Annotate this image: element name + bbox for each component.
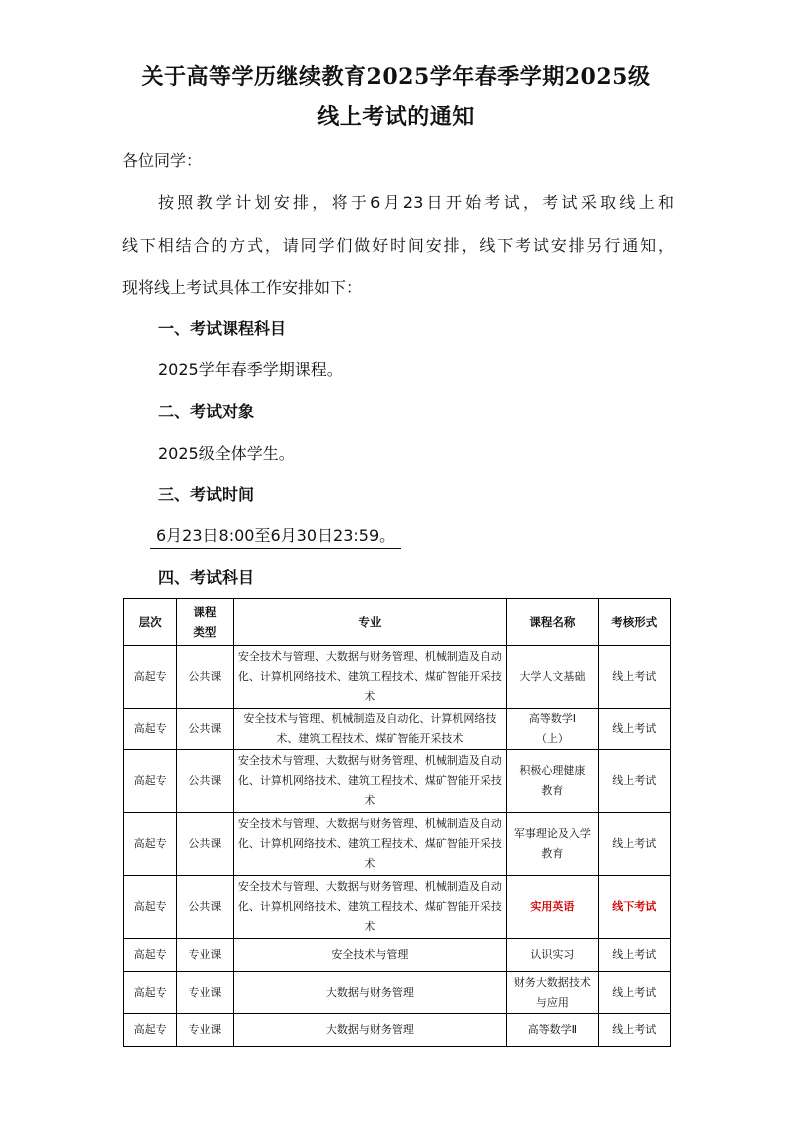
- cell-exam-form: 线上考试: [598, 1014, 670, 1047]
- cell-level: 高起专: [124, 939, 177, 972]
- table-row: [124, 646, 671, 709]
- section-heading-time: 三、考试时间: [158, 485, 255, 504]
- header-level: 层次: [124, 599, 177, 646]
- cell-major: 安全技术与管理、大数据与财务管理、机械制造及自动化、计算机网络技术、建筑工程技术、煤矿智能开采技术: [233, 750, 507, 813]
- cell-exam-form: 线上考试: [598, 646, 670, 709]
- section-content-subjects: 2025学年春季学期课程。: [158, 360, 343, 379]
- cell-exam-form: 线上考试: [598, 750, 670, 813]
- table-row: [124, 972, 671, 1014]
- cell-course-type: 专业课: [177, 1014, 233, 1047]
- table-row: [124, 709, 671, 750]
- cell-exam-form: 线上考试: [598, 813, 670, 876]
- header-exam-form: 考核形式: [598, 599, 670, 646]
- intro-line-2: 线下相结合的方式，请同学们做好时间安排，线下考试安排另行通知，: [122, 236, 674, 255]
- cell-level: 高起专: [124, 750, 177, 813]
- notice-title-line1: 关于高等学历继续教育2025学年春季学期2025级: [141, 64, 651, 90]
- cell-major: 安全技术与管理、大数据与财务管理、机械制造及自动化、计算机网络技术、建筑工程技术、煤矿智能开采技术: [233, 813, 507, 876]
- cell-level: 高起专: [124, 876, 177, 939]
- cell-level: 高起专: [124, 972, 177, 1014]
- cell-level: 高起专: [124, 646, 177, 709]
- cell-major: 安全技术与管理、大数据与财务管理、机械制造及自动化、计算机网络技术、建筑工程技术、煤矿智能开采技术: [233, 876, 507, 939]
- header-course-type: 课程类型: [177, 599, 233, 646]
- cell-course-type: 专业课: [177, 939, 233, 972]
- cell-course-name: 认识实习: [507, 939, 599, 972]
- cell-level: 高起专: [124, 1014, 177, 1047]
- cell-course-type: 专业课: [177, 972, 233, 1014]
- cell-course-type: 公共课: [177, 813, 233, 876]
- cell-exam-form: 线上考试: [598, 972, 670, 1014]
- cell-course-type: 公共课: [177, 646, 233, 709]
- section-heading-subjects: 一、考试课程科目: [158, 319, 287, 338]
- cell-major: 大数据与财务管理: [233, 972, 507, 1014]
- table-row: [124, 813, 671, 876]
- header-major: 专业: [233, 599, 507, 646]
- cell-level: 高起专: [124, 709, 177, 750]
- exam-subjects-table: [123, 598, 671, 1047]
- cell-exam-form-highlight: 线下考试: [598, 876, 670, 939]
- cell-major: 安全技术与管理、机械制造及自动化、计算机网络技术、建筑工程技术、煤矿智能开采技术: [233, 709, 507, 750]
- cell-course-name: 高等数学Ⅰ（上）: [507, 709, 599, 750]
- section-content-time: 6月23日8:00至6月30日23:59。: [150, 525, 401, 549]
- table-row: [124, 750, 671, 813]
- salutation: 各位同学：: [122, 151, 203, 170]
- cell-exam-form: 线上考试: [598, 709, 670, 750]
- cell-course-type: 公共课: [177, 750, 233, 813]
- table-row: [124, 1014, 671, 1047]
- cell-level: 高起专: [124, 813, 177, 876]
- header-course-name: 课程名称: [507, 599, 599, 646]
- cell-exam-form: 线上考试: [598, 939, 670, 972]
- cell-major: 大数据与财务管理: [233, 1014, 507, 1047]
- cell-course-name: 高等数学Ⅱ: [507, 1014, 599, 1047]
- cell-course-name: 积极心理健康教育: [507, 750, 599, 813]
- table-row-highlighted: [124, 876, 671, 939]
- cell-major: 安全技术与管理、大数据与财务管理、机械制造及自动化、计算机网络技术、建筑工程技术、煤矿智能开采技术: [233, 646, 507, 709]
- section-content-audience: 2025级全体学生。: [158, 444, 295, 463]
- cell-course-type: 公共课: [177, 709, 233, 750]
- table-row: [124, 939, 671, 972]
- notice-title-line2: 线上考试的通知: [317, 104, 475, 130]
- intro-line-3: 现将线上考试具体工作安排如下：: [122, 278, 363, 297]
- cell-course-name: 财务大数据技术与应用: [507, 972, 599, 1014]
- table-header-row: [124, 599, 671, 646]
- cell-course-name: 军事理论及入学教育: [507, 813, 599, 876]
- cell-course-name-highlight: 实用英语: [507, 876, 599, 939]
- cell-course-type: 公共课: [177, 876, 233, 939]
- section-heading-audience: 二、考试对象: [158, 402, 255, 421]
- cell-course-name: 大学人文基础: [507, 646, 599, 709]
- cell-major: 安全技术与管理: [233, 939, 507, 972]
- intro-line-1: 按照教学计划安排，将于6月23日开始考试，考试采取线上和: [158, 193, 674, 212]
- section-heading-exam-subjects: 四、考试科目: [158, 568, 255, 587]
